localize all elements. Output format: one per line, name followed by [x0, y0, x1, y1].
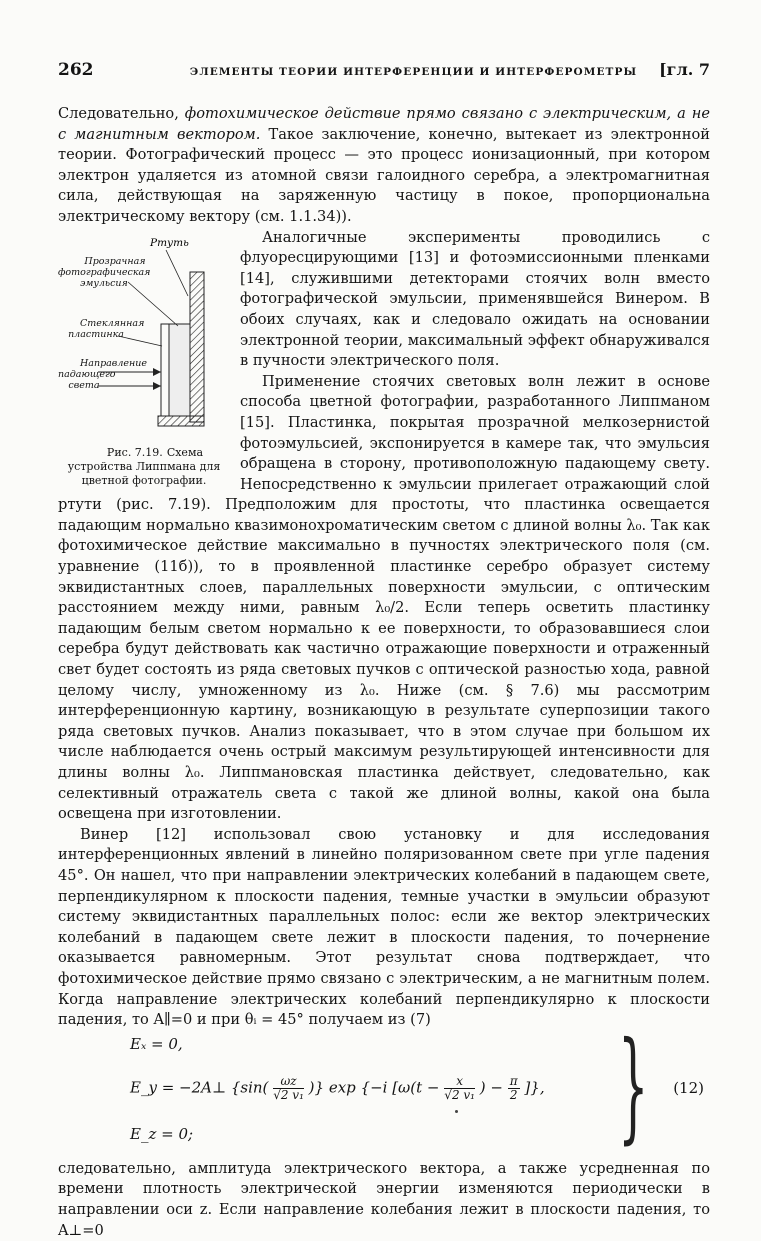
equation-row-ex: Eₓ = 0, [130, 1034, 183, 1053]
equation-12 [58, 1016, 710, 1159]
stray-dot [455, 1110, 458, 1113]
equation-row-ez: E_z = 0; [130, 1124, 194, 1143]
direction-label: Направление падающего света [58, 357, 148, 391]
page [58, 60, 710, 1241]
mercury-layer [190, 272, 204, 422]
mercury-label: Ртуть [150, 236, 189, 249]
running-title: ЭЛЕМЕНТЫ ТЕОРИИ ИНТЕРФЕРЕНЦИИ И ИНТЕРФЕРОМЕТРЫ [189, 66, 638, 78]
equation-number: (12) [673, 1078, 704, 1097]
fraction-3: $\frac{\pi}{2}$ [509, 1073, 518, 1102]
equation-row-ey: E_y = −2A⊥ {sin( $\frac{\omega z}{\text{√2 v₁}}$ )} exp {−i [ω(t − $\frac{x}{\text{√2 v₁}}$ ) − $\frac{\pi}{2}$ ]}, [130, 1073, 545, 1102]
glass-label: Стеклянная пластинка [68, 317, 145, 340]
figure-7-19 [58, 234, 230, 488]
page-number: 262 [58, 60, 94, 80]
equation-brace: } [618, 1016, 649, 1156]
fraction-2: $\frac{x}{\text{√2 v₁}}$ [444, 1073, 475, 1102]
emulsion-label: Прозрачная фотографическая эмульсия [58, 255, 151, 289]
paragraph-5: следовательно, амплитуда электрического вектора, а также усредненная по времени плотность электрической энергии изменяются периодически в направлении оси z. Если направление колебания лежит в плоскости падения, то A⊥=0 [58, 1159, 710, 1239]
glass-plate [161, 324, 169, 416]
paragraph-4: Винер [12] использовал свою установку и для исследования интерференционных явлений в линейно поляризованном свете при угле падения 45°. Он нашел, что при направлении электрических колебаний в падающем свете, перпендикулярном к плоскости падения, темные участки в эмульсии образуют систему эквидистантных параллельных полос: если же вектор электрических колебаний в падающем свете лежит в плоскости падения, то почернение оказывается равномерным. Этот результат снова подтверждает, что фотохимическое действие прямо связано с электрическим, а не магнитным полем. Когда направление электрических колебаний перпендикулярно к плоскости падения, то A∥=0 и при θᵢ = 45° получаем из (7) [58, 825, 710, 1029]
emphasis-text: фотохимическое действие прямо связано с электрическим, а не с магнитным вектором. [58, 105, 710, 143]
chapter-label: [гл. 7 [659, 60, 710, 79]
emulsion-layer [169, 324, 190, 416]
figure-caption: Рис. 7.19. Схема устройства Липпмана для цветной фотографии. [67, 445, 221, 487]
paragraph-1: Следовательно, фотохимическое действие прямо связано с электрическим, а не с магнитным вектором. Такое заключение, конечно, вытекает из электронной теории. Фотографический процесс — это процесс ионизационный, при котором электрон удаляется из атомной связи галоидного серебра, а электромагнитная сила, действующая на заряженную частицу в покое, пропорциональна электрическому вектору (см. 1.1.34)). [58, 105, 710, 225]
paragraph-3: Применение стоячих световых волн лежит в основе способа цветной фотографии, разработанного Липпманом [15]. Пластинка, покрытая прозрачной мелкозернистой фотоэмульсией, экспонируется в камере так, что эмульсия обращена в сторону, противоположную падающему свету. Непосредственно к эмульсии прилегает отражающий слой ртути (рис. 7.19). Предположим для простоты, что пластинка освещается падающим нормально квазимонохроматическим светом с длиной волны λ₀. Так как фотохимическое действие максимально в пучностях электрического поля (см. уравнение (11б)), то в проявленной пластинке серебро образует систему эквидистантных слоев, параллельных поверхности эмульсии, с оптическим расстоянием между ними, равным λ₀/2. Если теперь осветить пластинку падающим белым светом нормально к ее поверхности, то образовавшиеся слои серебра будут действовать как частично отражающие поверхности и отраженный свет будет состоять из ряда световых пучков с оптической разностью хода, равной целому числу, умноженному из λ₀. Ниже (см. § 7.6) мы рассмотрим интерференционную картину, возникающую в результате суперпозиции такого ряда световых пучков. Анализ показывает, что в этом случае при большом их числе наблюдается очень острый максимум результирующей интенсивности для длины волны λ₀. Липпмановская пластинка действует, следовательно, как селективный отражатель света с такой же длиной волны, какой она была освещена при изготовлении. [58, 372, 710, 823]
lippmann-diagram [58, 234, 230, 444]
running-header [58, 60, 710, 92]
paragraph-2: Ртуть Прозрачная фотографическая эмульсия Стеклянная пластинка Направление падающего света Рис. 7.19. Схема устройства Липпмана для цветной фотографии. Аналогичные эксперименты проводились с флуоресцирующими [13] и фотоэмиссионными пленками [14], служившими детекторами стоячих волн вместо фотографической эмульсии, применявшейся Винером. В обоих случаях, как и следовало ожидать на основании электронной теории, максимальный эффект обнаруживался в пучности электрического поля. [58, 228, 710, 487]
fraction-1: $\frac{\omega z}{\text{√2 v₁}}$ [273, 1073, 304, 1102]
